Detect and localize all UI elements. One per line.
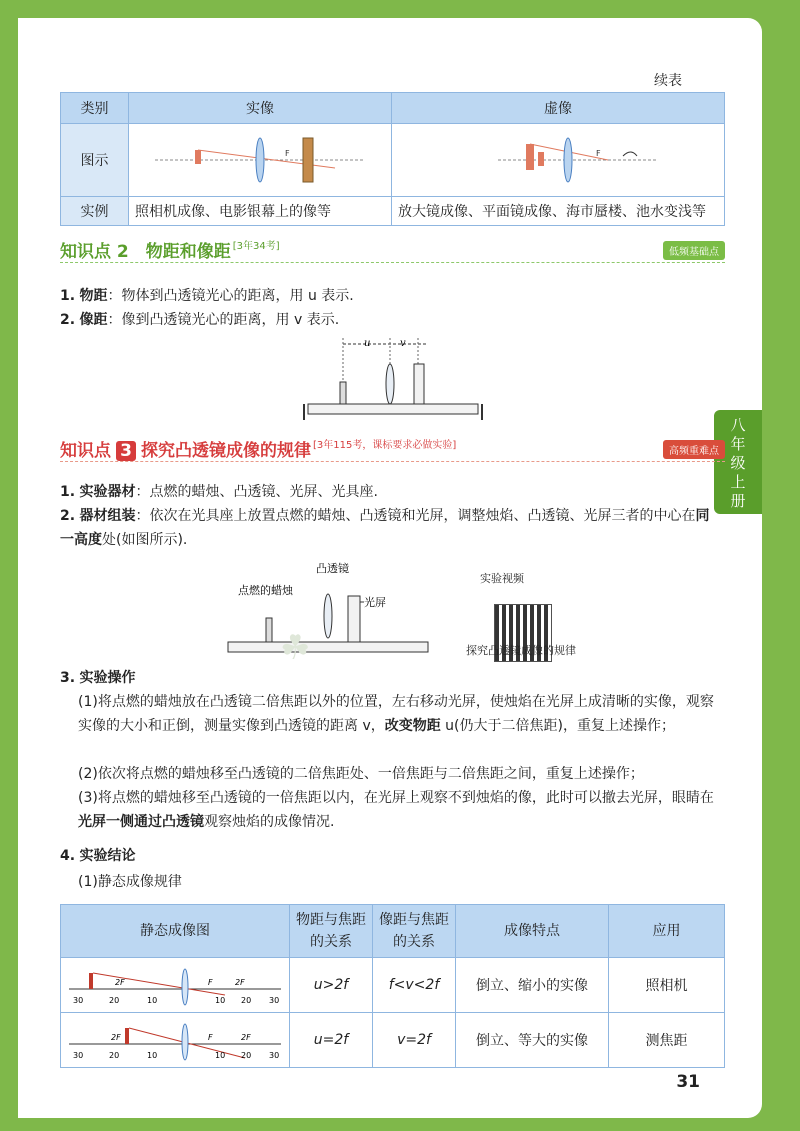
real-image-examples: 照相机成像、电影银幕上的像等	[129, 197, 392, 226]
imaging-rules-table	[60, 904, 725, 1068]
header-imaging-feature: 成像特点	[456, 905, 609, 958]
application-value: 照相机	[609, 958, 725, 1013]
kp2-item-2: 2. 像距：像到凸透镜光心的距离，用 v 表示.	[60, 312, 340, 328]
svg-text:F: F	[596, 149, 601, 158]
header-real-image: 实像	[129, 93, 392, 124]
object-distance-value: u>2f	[290, 958, 373, 1013]
operation-step-1: (1)将点燃的蜡烛放在凸透镜二倍焦距以外的位置，左右移动光屏，使烛焰在光屏上成清晰的实像，观察实像的大小和正倒，测量实像到凸透镜的距离 v，改变物距 u(仍大于二倍焦距)，重复上述操作；	[78, 694, 714, 734]
svg-text:F: F	[208, 1033, 213, 1042]
image-distance-value: v=2f	[373, 1013, 456, 1068]
term-operation: 实验操作	[79, 670, 136, 686]
knowledge-point-2-header	[60, 237, 725, 263]
kp3-divider	[60, 461, 725, 462]
qr-caption: 探究凸透镜成像的规律	[466, 644, 576, 657]
term-equipment: 实验器材	[79, 484, 136, 500]
kp3-title: 探究凸透镜成像的规律	[141, 441, 312, 461]
kp2-badge: 低频基础点	[663, 241, 725, 260]
svg-text:F: F	[208, 978, 213, 987]
header-image-distance-relation: 像距与焦距的关系	[373, 905, 456, 958]
table-row	[61, 1013, 725, 1068]
object-distance-value: u=2f	[290, 1013, 373, 1068]
ray-diagram-focal-length	[65, 1014, 285, 1062]
svg-text:光屏: 光屏	[364, 596, 386, 609]
svg-text:2F: 2F	[241, 1033, 251, 1042]
svg-text:2F: 2F	[111, 1033, 121, 1042]
kp2-tag: [3年34考]	[232, 241, 280, 252]
page-number: 31	[676, 1072, 700, 1092]
real-image-diagram-cell	[129, 124, 392, 197]
watermark: ☘	[280, 628, 317, 668]
svg-text:10: 10	[215, 1051, 226, 1060]
kp2-title: 知识点 2 物距和像距	[60, 242, 231, 262]
textbook-page	[18, 18, 762, 1118]
optical-bench-figure-2	[208, 558, 448, 658]
term-conclusion: 实验结论	[79, 848, 136, 864]
kp3-badge: 高频重难点	[663, 440, 725, 459]
kp3-item-2: 2. 器材组装：依次在光具座上放置点燃的蜡烛、凸透镜和光屏，调整烛焰、凸透镜、光屏三者的中心在同一高度处(如图所示).	[60, 508, 710, 548]
svg-text:30: 30	[269, 1051, 280, 1060]
kp3-item-4: 4. 实验结论	[60, 848, 136, 864]
svg-text:10: 10	[147, 1051, 158, 1060]
kp3-tag: [3年115考，课标要求必做实验]	[313, 440, 457, 451]
real-image-diagram	[135, 130, 385, 186]
kp2-divider	[60, 262, 725, 263]
kp3-prefix: 知识点	[60, 441, 111, 461]
ray-diagram-cell	[61, 1013, 290, 1068]
table-row	[61, 958, 725, 1013]
kp2-item-1: 1. 物距：物体到凸透镜光心的距离，用 u 表示.	[60, 288, 354, 304]
optical-bench-figure-1	[298, 334, 488, 424]
svg-text:点燃的蜡烛: 点燃的蜡烛	[238, 584, 293, 597]
virtual-image-examples: 放大镜成像、平面镜成像、海市蜃楼、池水变浅等	[392, 197, 725, 226]
term-image-distance: 像距	[79, 312, 108, 328]
svg-text:20: 20	[241, 1051, 252, 1060]
header-object-distance-relation: 物距与焦距的关系	[290, 905, 373, 958]
svg-text:u: u	[364, 338, 371, 349]
svg-text:20: 20	[241, 996, 252, 1005]
svg-text:20: 20	[109, 996, 120, 1005]
continued-label: 续表	[654, 73, 682, 89]
ray-diagram-camera	[65, 959, 285, 1007]
kp3-number: 3	[116, 441, 136, 461]
virtual-image-diagram-cell	[392, 124, 725, 197]
header-virtual-image: 虚像	[392, 93, 725, 124]
grade-side-tab: 八 年 级 上 册	[714, 410, 762, 514]
svg-text:30: 30	[73, 996, 84, 1005]
application-value: 测焦距	[609, 1013, 725, 1068]
svg-text:凸透镜: 凸透镜	[316, 562, 349, 575]
svg-text:10: 10	[147, 996, 158, 1005]
operation-step-2: (2)依次将点燃的蜡烛移至凸透镜的二倍焦距处、一倍焦距与二倍焦距之间，重复上述操作；	[78, 766, 644, 782]
operation-step-3: (3)将点燃的蜡烛移至凸透镜的一倍焦距以内，在光屏上观察不到烛焰的像，此时可以撤去光屏，眼睛在光屏一侧通过凸透镜观察烛焰的成像情况.	[78, 790, 714, 830]
qr-title: 实验视频	[480, 572, 524, 585]
header-category: 类别	[61, 93, 129, 124]
real-virtual-image-table	[60, 92, 725, 226]
term-assembly: 器材组装	[79, 508, 136, 524]
svg-text:2F: 2F	[235, 978, 245, 987]
virtual-image-diagram	[398, 130, 718, 186]
svg-text:F: F	[285, 149, 290, 158]
svg-text:30: 30	[269, 996, 280, 1005]
imaging-feature-value: 倒立、等大的实像	[456, 1013, 609, 1068]
svg-text:2F: 2F	[115, 978, 125, 987]
term-object-distance: 物距	[79, 288, 108, 304]
svg-text:v: v	[400, 338, 406, 349]
imaging-feature-value: 倒立、缩小的实像	[456, 958, 609, 1013]
kp3-item-3: 3. 实验操作	[60, 670, 136, 686]
svg-text:10: 10	[215, 996, 226, 1005]
sub-heading-static-rules: (1)静态成像规律	[78, 874, 182, 890]
header-static-diagram: 静态成像图	[61, 905, 290, 958]
svg-text:30: 30	[73, 1051, 84, 1060]
ray-diagram-cell	[61, 958, 290, 1013]
kp3-item-1: 1. 实验器材：点燃的蜡烛、凸透镜、光屏、光具座.	[60, 484, 378, 500]
header-application: 应用	[609, 905, 725, 958]
knowledge-point-3-header	[60, 436, 725, 462]
row-label-example: 实例	[61, 197, 129, 226]
svg-text:20: 20	[109, 1051, 120, 1060]
image-distance-value: f<v<2f	[373, 958, 456, 1013]
row-label-figure: 图示	[61, 124, 129, 197]
